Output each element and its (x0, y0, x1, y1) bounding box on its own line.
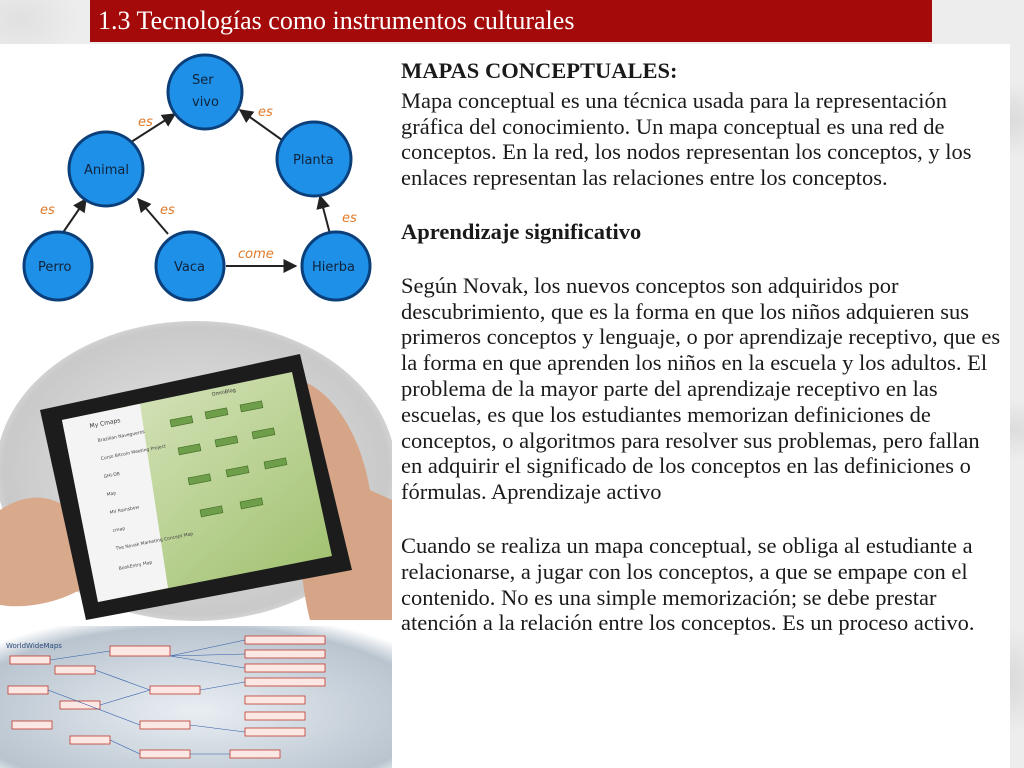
paragraph-active-process: Cuando se realiza un mapa conceptual, se obliga al estudiante a relacionarse, a jugar con los conceptos, a que se empape con el contenido. No es una simple memorización; se debe prestar atención a la relación entre los conceptos. Es un proceso activo. (401, 532, 975, 636)
tablet-list-item: GHI-DB (103, 471, 121, 480)
tablet-list-item: BookEntry Map (118, 560, 153, 572)
link-label-vaca-es: es (160, 203, 175, 218)
tablet-list-item: MV Rainsbow (109, 505, 140, 516)
poster-logo: WorldWideMaps (6, 642, 62, 650)
tablet-list-item: cmap (112, 526, 126, 534)
node-ser-vivo-label-1: Ser (192, 73, 214, 88)
link-label-perro-es: es (40, 203, 55, 218)
node-perro-label: Perro (38, 260, 72, 275)
link-hierba-planta (320, 196, 330, 234)
slide-title: 1.3 Tecnologías como instrumentos culturales (98, 6, 575, 35)
node-ser-vivo-label-2: vivo (192, 95, 219, 110)
link-perro-animal (62, 199, 86, 234)
node-animal (69, 132, 143, 206)
title-bar (90, 0, 932, 42)
concept-map-diagram (0, 44, 392, 314)
node-vaca-label: Vaca (174, 260, 205, 275)
node-hierba-label: Hierba (312, 260, 355, 275)
content-column (401, 58, 1001, 636)
node-planta (277, 122, 351, 196)
paragraph-definition: Mapa conceptual es una técnica usada para la representación gráfica del conocimiento. Un mapa conceptual es una red de conceptos. En la red, los nodos representan los conceptos, y los enlaces representan las relaciones entre los conceptos. (401, 87, 972, 191)
node-vaca (156, 232, 224, 300)
tablet-sidebar-title: My Cmaps (89, 417, 122, 430)
node-perro (24, 232, 92, 300)
tablet-list-item: Brazilian Navegueros (97, 429, 146, 444)
tablet-photo (0, 320, 392, 622)
node-ser-vivo (168, 55, 242, 129)
link-label-vaca-come: come (238, 247, 274, 262)
node-animal-label: Animal (84, 163, 129, 178)
tablet-list-item: Curso Bitcoin Meeting Project (100, 444, 167, 462)
node-hierba (302, 232, 370, 300)
link-label-planta-es: es (258, 105, 273, 120)
paragraph-novak: Según Novak, los nuevos conceptos son adquiridos por descubrimiento, que es la forma en que los niños adquieren sus primeros conceptos y lenguaje, o por aprendizaje receptivo, que es la forma en que aprenden los niños en la escuela y los adultos. El problema de la mayor parte del aprendizaje receptivo en las escuelas, es que los estudiantes memorizan definiciones de conceptos, o algoritmos para resolver sus problemas, pero fallan en adquirir el significado de los conceptos en las definiciones o fórmulas. Aprendizaje activo (401, 272, 1001, 505)
tablet-header: OmniBlog (211, 387, 237, 398)
link-label-hierba-es: es (342, 211, 357, 226)
heading-aprendizaje-significativo: Aprendizaje significativo (401, 218, 642, 244)
tablet-list-item: Map (106, 491, 117, 498)
link-label-animal-es: es (138, 115, 153, 130)
node-planta-label: Planta (293, 153, 334, 168)
concept-map-poster-photo (0, 626, 392, 768)
heading-mapas-conceptuales: MAPAS CONCEPTUALES: (401, 58, 678, 83)
tablet-list-item: The Novak Marketing Concept Map (115, 532, 194, 552)
